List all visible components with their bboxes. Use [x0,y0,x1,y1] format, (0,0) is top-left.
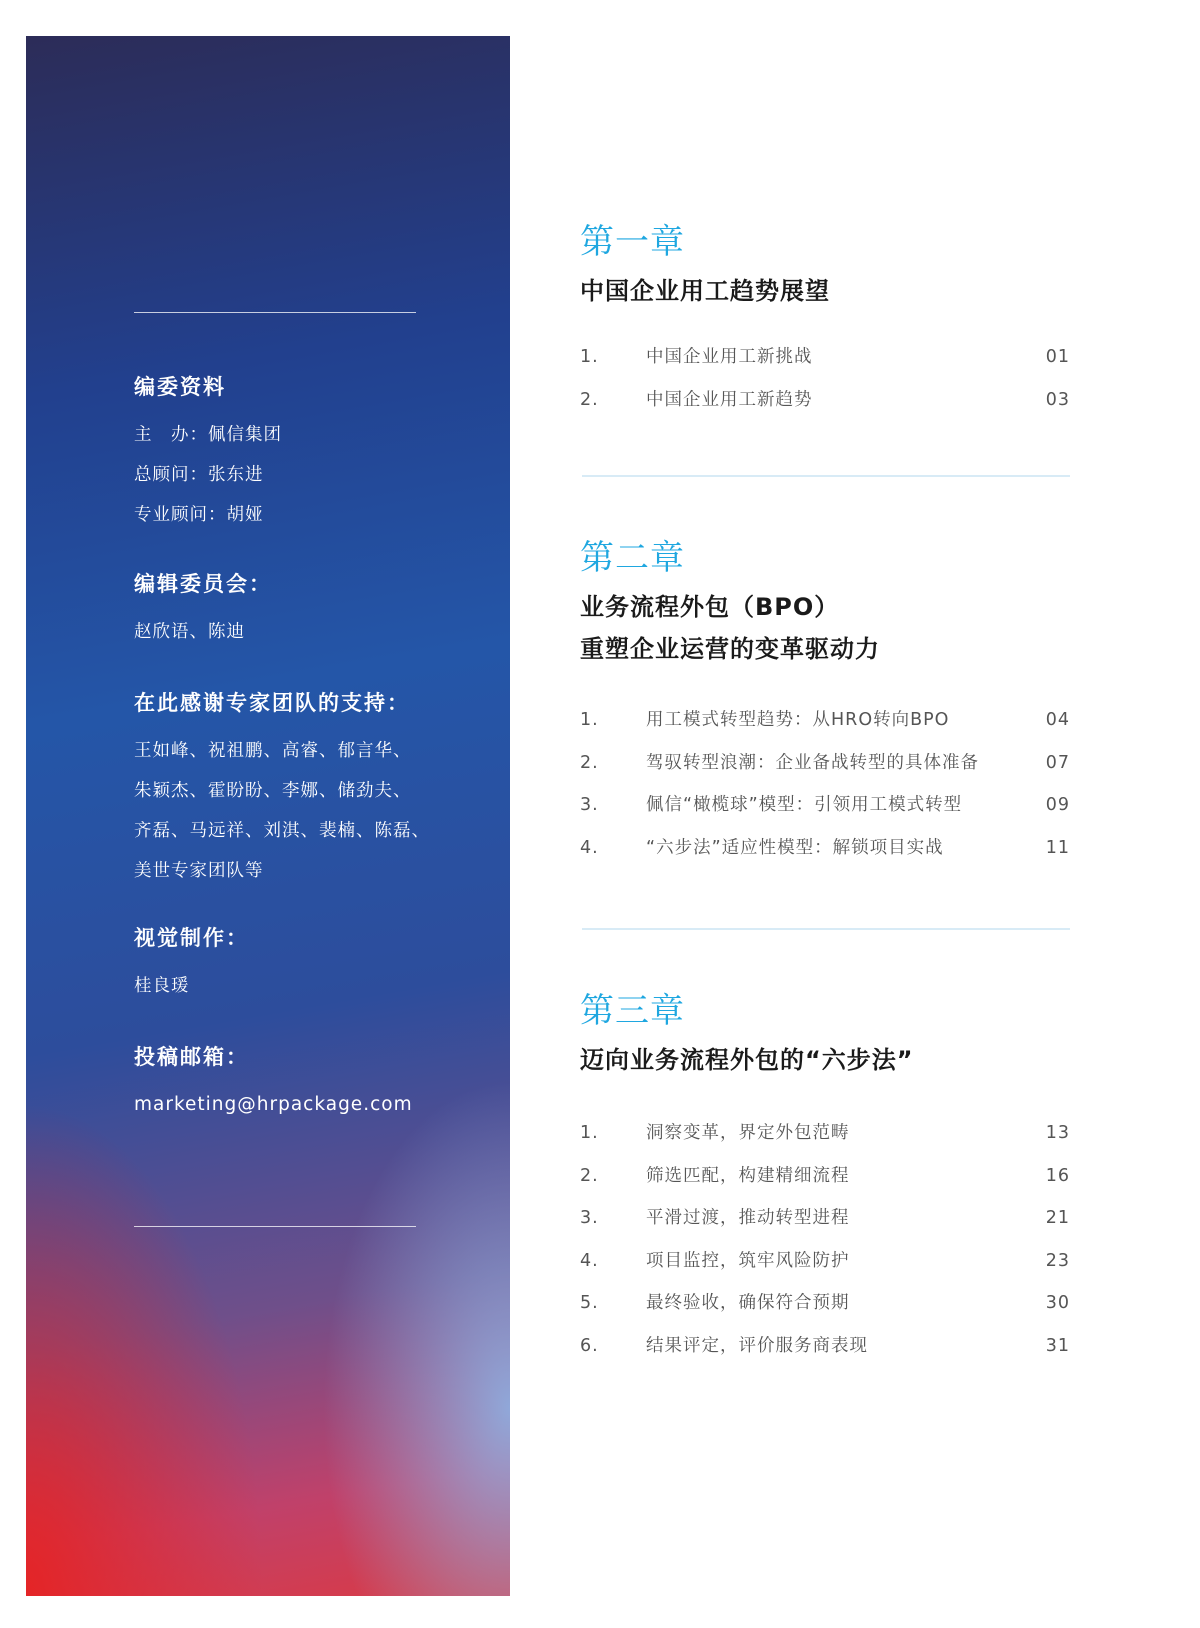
editorial-heading: 编委资料 [134,375,226,399]
toc-title: 结果评定，评价服务商表现 [646,1335,868,1356]
toc-number: 2. [580,752,599,773]
toc-page-number: 01 [1045,347,1070,367]
toc-page-number: 21 [1045,1208,1070,1228]
toc-title: 筛选匹配，构建精细流程 [646,1165,850,1186]
toc-item[interactable] [580,1282,1070,1325]
sidebar-panel [26,36,510,1596]
chapter-divider [582,928,1070,930]
toc-item[interactable] [580,379,1070,422]
toc-number: 6. [580,1335,599,1356]
thanks-line: 王如峰、祝祖鹏、高睿、郁言华、 [134,741,412,761]
thanks-info [134,687,430,891]
toc-title: “六步法”适应性模型：解锁项目实战 [646,837,944,858]
chapter-1-header [580,222,1080,312]
chapter-1-title: 中国企业用工趋势展望 [580,277,830,305]
toc-page-number: 16 [1045,1165,1070,1186]
editorial-advisor: 专业顾问：胡娅 [134,505,264,525]
toc-item[interactable] [580,1197,1070,1240]
chapter-2-label: 第二章 [580,538,685,578]
visual-designer: 桂良瑗 [134,976,190,996]
toc-number: 1. [580,710,599,730]
toc-title: 平滑过渡，推动转型进程 [646,1208,850,1228]
toc-page-number: 30 [1045,1293,1070,1313]
bottom-divider [134,1226,416,1227]
visual-heading: 视觉制作： [134,926,249,950]
toc-number: 4. [580,1250,599,1271]
chapter-divider [582,475,1070,477]
committee-members: 赵欣语、陈迪 [134,622,245,642]
toc-title: 最终验收，确保符合预期 [646,1293,850,1313]
chapter-3-title: 迈向业务流程外包的“六步法” [580,1046,914,1074]
toc-title: 用工模式转型趋势：从HRO转向BPO [646,710,950,730]
chapter-3-toc [580,1112,1070,1367]
toc-number: 2. [580,389,599,410]
toc-item[interactable] [580,784,1070,827]
chapter-1-toc [580,336,1070,421]
chapter-3-header [580,991,1080,1081]
toc-page-number: 03 [1045,389,1070,410]
visual-info [134,922,249,1006]
submission-info [134,1041,413,1125]
submission-email[interactable]: marketing@hrpackage.com [134,1094,413,1115]
toc-title: 中国企业用工新趋势 [646,389,813,410]
toc-number: 4. [580,837,599,858]
toc-item[interactable] [580,699,1070,742]
chapter-1-label: 第一章 [580,222,685,262]
chapter-3-label: 第三章 [580,991,685,1031]
toc-title: 驾驭转型浪潮：企业备战转型的具体准备 [646,752,979,773]
toc-page-number: 13 [1045,1123,1070,1143]
toc-page-number: 04 [1045,710,1070,730]
toc-title: 项目监控，筑牢风险防护 [646,1250,850,1271]
chapter-2-toc [580,699,1070,869]
toc-number: 3. [580,795,599,815]
thanks-line: 齐磊、马远祥、刘淇、裴楠、陈磊、 [134,821,430,841]
chapter-2-title-line-2: 重塑企业运营的变革驱动力 [580,635,880,663]
toc-item[interactable] [580,1112,1070,1155]
toc-item[interactable] [580,336,1070,379]
top-divider [134,312,416,313]
toc-title: 佩信“橄榄球”模型：引领用工模式转型 [646,795,963,815]
editorial-info [134,371,282,535]
toc-number: 2. [580,1165,599,1186]
thanks-line: 朱颖杰、霍盼盼、李娜、储劲夫、 [134,781,412,801]
toc-item[interactable] [580,827,1070,870]
toc-page-number: 31 [1045,1335,1070,1356]
toc-item[interactable] [580,1155,1070,1198]
thanks-line: 美世专家团队等 [134,861,264,881]
toc-page-number: 23 [1045,1250,1070,1271]
toc-page-number: 07 [1045,752,1070,773]
toc-number: 1. [580,347,599,367]
toc-number: 5. [580,1293,599,1313]
toc-title: 洞察变革，界定外包范畴 [646,1123,850,1143]
chapter-2-title-line-1: 业务流程外包（BPO） [580,593,840,621]
editorial-chief-advisor: 总顾问：张东进 [134,465,264,485]
toc-page-number: 11 [1045,837,1070,858]
toc-item[interactable] [580,1325,1070,1368]
toc-number: 3. [580,1208,599,1228]
toc-page-number: 09 [1045,795,1070,815]
toc-item[interactable] [580,742,1070,785]
toc-title: 中国企业用工新挑战 [646,347,813,367]
submission-heading: 投稿邮箱： [134,1045,249,1069]
toc-number: 1. [580,1123,599,1143]
chapter-2-header [580,538,1080,670]
toc-item[interactable] [580,1240,1070,1283]
editorial-sponsor: 主 办：佩信集团 [134,425,282,445]
committee-heading: 编辑委员会： [134,572,272,596]
committee-info [134,568,272,652]
thanks-heading: 在此感谢专家团队的支持： [134,691,410,715]
